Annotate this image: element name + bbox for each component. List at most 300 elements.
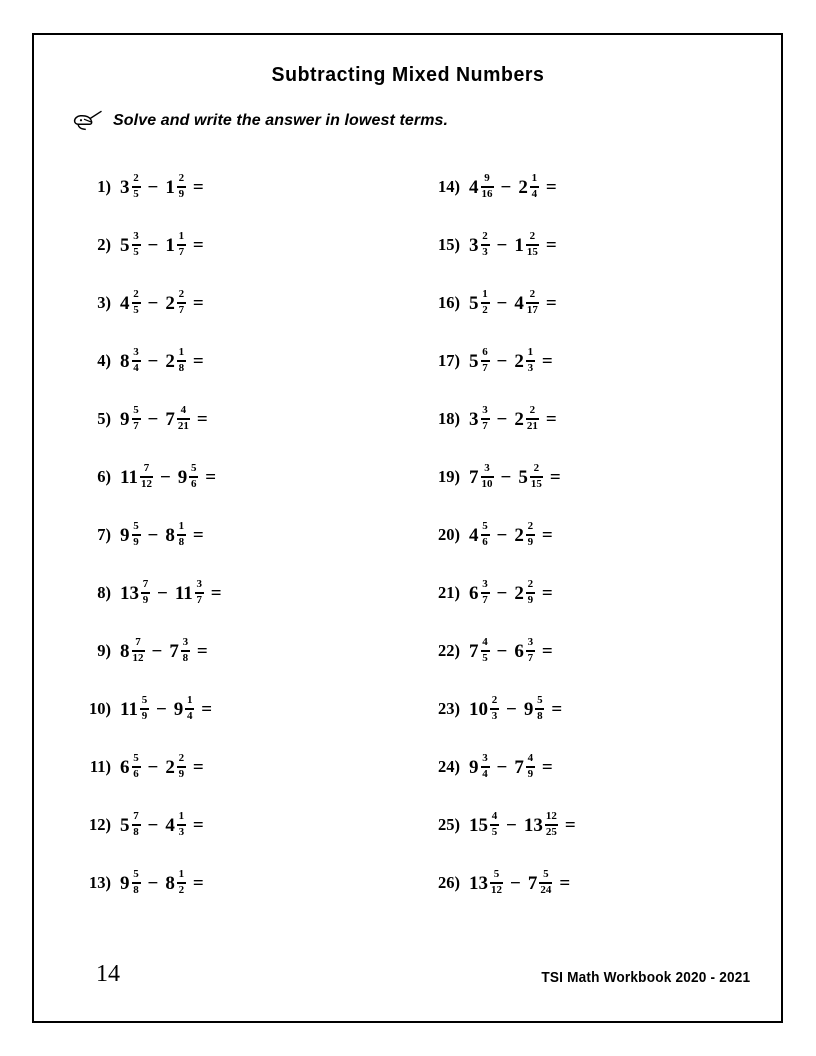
subtrahend-numerator: 2	[527, 519, 534, 532]
minuend-whole: 9	[469, 756, 479, 778]
minuend-fraction	[132, 289, 141, 316]
problem-number: 21)	[438, 583, 460, 602]
problem-number: 10)	[89, 699, 111, 718]
minuend-denominator: 12	[132, 651, 144, 664]
minuend-numerator: 4	[482, 635, 488, 648]
minus-operator: −	[496, 408, 508, 430]
minus-operator: −	[147, 814, 159, 836]
equals-sign: =	[201, 698, 213, 720]
minuend-whole: 7	[469, 466, 479, 488]
problem-expression	[469, 579, 553, 606]
subtrahend-numerator: 1	[178, 345, 185, 358]
minuend-denominator: 9	[133, 535, 139, 548]
minuend-fraction	[132, 173, 141, 200]
problem-expression	[469, 637, 553, 664]
minuend-fraction	[132, 521, 141, 548]
minuend-fraction	[140, 463, 153, 490]
minuend-numerator: 9	[484, 171, 490, 184]
subtrahend-denominator: 8	[182, 651, 189, 664]
subtrahend-whole: 4	[165, 814, 175, 836]
subtrahend-whole: 7	[165, 408, 175, 430]
minuend-denominator: 6	[133, 767, 139, 780]
minuend	[469, 811, 499, 838]
minuend	[120, 869, 141, 896]
subtrahend-denominator: 7	[178, 303, 185, 316]
subtrahend-fraction	[181, 637, 190, 664]
problem-expression	[469, 231, 557, 258]
minuend-numerator: 5	[133, 867, 139, 880]
problem-row	[73, 564, 222, 622]
minus-operator: −	[147, 756, 159, 778]
minuend-whole: 3	[120, 176, 130, 198]
minuend-denominator: 8	[133, 825, 139, 838]
equals-sign: =	[545, 408, 557, 430]
minuend-whole: 13	[469, 872, 488, 894]
equals-sign: =	[545, 234, 557, 256]
problem-expression	[120, 637, 208, 664]
subtrahend-fraction	[177, 405, 190, 432]
minuend-whole: 6	[469, 582, 479, 604]
equals-sign: =	[196, 408, 208, 430]
minus-operator: −	[506, 698, 517, 720]
minuend-numerator: 5	[133, 403, 139, 416]
minuend-numerator: 2	[491, 693, 498, 706]
minuend	[469, 869, 503, 896]
subtrahend-denominator: 9	[178, 767, 185, 780]
subtrahend-fraction	[526, 289, 539, 316]
problem-expression	[120, 405, 208, 432]
minuend-denominator: 5	[133, 187, 139, 200]
problem-number: 7)	[97, 525, 111, 544]
subtrahend	[175, 579, 204, 606]
problem-number: 14)	[438, 177, 460, 196]
subtrahend-whole: 9	[173, 698, 184, 720]
subtrahend-whole: 2	[514, 408, 524, 430]
problem-row	[422, 216, 576, 274]
minuend-fraction	[481, 637, 490, 664]
problem-number: 2)	[97, 235, 111, 254]
minuend-numerator: 7	[133, 809, 139, 822]
equals-sign: =	[541, 756, 553, 778]
equals-sign: =	[205, 466, 217, 488]
problem-number: 19)	[438, 467, 460, 486]
problem-row	[73, 738, 222, 796]
minuend-whole: 6	[120, 756, 130, 778]
subtrahend-fraction	[539, 869, 552, 896]
subtrahend	[165, 347, 186, 374]
minus-operator: −	[500, 176, 512, 198]
problem-number: 8)	[97, 583, 111, 602]
problem-row	[73, 158, 222, 216]
problem-number: 17)	[438, 351, 460, 370]
subtrahend-denominator: 9	[527, 593, 534, 606]
minuend-numerator: 3	[482, 577, 488, 590]
equals-sign: =	[559, 872, 571, 894]
subtrahend-denominator: 9	[178, 187, 185, 200]
minuend-denominator: 12	[140, 477, 152, 490]
problem-row	[73, 680, 222, 738]
minuend-whole: 15	[469, 814, 488, 836]
minus-operator: −	[506, 814, 517, 836]
minuend-numerator: 2	[482, 229, 488, 242]
subtrahend-numerator: 2	[529, 287, 536, 300]
minuend-fraction	[481, 231, 490, 258]
minuend-whole: 5	[469, 350, 479, 372]
minuend-fraction	[481, 463, 494, 490]
minuend-numerator: 7	[142, 577, 149, 590]
subtrahend	[514, 637, 535, 664]
subtrahend-fraction	[526, 521, 535, 548]
minuend	[120, 463, 153, 490]
equals-sign: =	[545, 176, 557, 198]
equals-sign: =	[549, 466, 561, 488]
minuend-numerator: 1	[482, 287, 488, 300]
subtrahend-numerator: 12	[545, 809, 557, 822]
problem-row	[73, 506, 222, 564]
subtrahend-whole: 7	[527, 872, 538, 894]
subtrahend-whole: 2	[165, 350, 175, 372]
subtrahend-denominator: 15	[526, 245, 538, 258]
minus-operator: −	[496, 640, 508, 662]
page-number: 14	[96, 961, 120, 987]
subtrahend-denominator: 15	[530, 477, 542, 490]
minuend-denominator: 16	[481, 187, 493, 200]
minuend	[120, 289, 141, 316]
minuend-fraction	[132, 637, 145, 664]
minuend-whole: 3	[469, 408, 479, 430]
minuend	[120, 753, 141, 780]
subtrahend	[165, 289, 186, 316]
problem-expression	[120, 811, 204, 838]
problem-expression	[469, 811, 576, 838]
subtrahend-denominator: 7	[178, 245, 185, 258]
minuend-denominator: 7	[482, 593, 488, 606]
subtrahend-fraction	[530, 463, 543, 490]
minuend-denominator: 8	[133, 883, 139, 896]
subtrahend-denominator: 8	[178, 361, 185, 374]
minuend	[469, 405, 490, 432]
minuend-whole: 8	[120, 640, 130, 662]
problem-row	[73, 448, 222, 506]
minuend-denominator: 9	[142, 593, 149, 606]
problem-number: 16)	[438, 293, 460, 312]
subtrahend-whole: 2	[165, 292, 175, 314]
minuend-whole: 5	[120, 814, 130, 836]
minuend	[120, 347, 141, 374]
problem-number: 15)	[438, 235, 460, 254]
minuend-fraction	[481, 289, 490, 316]
problem-number: 25)	[438, 815, 460, 834]
subtrahend-fraction	[177, 289, 186, 316]
equals-sign: =	[192, 292, 204, 314]
subtrahend-fraction	[526, 347, 535, 374]
minus-operator: −	[510, 872, 521, 894]
problem-expression	[120, 463, 216, 490]
problem-number: 22)	[438, 641, 460, 660]
subtrahend-numerator: 1	[187, 693, 193, 706]
subtrahend-fraction	[526, 579, 535, 606]
subtrahend-fraction	[530, 173, 539, 200]
subtrahend-numerator: 4	[180, 403, 187, 416]
problem-row	[422, 680, 576, 738]
minuend-whole: 5	[120, 234, 130, 256]
equals-sign: =	[541, 524, 553, 546]
subtrahend	[514, 579, 535, 606]
subtrahend-whole: 2	[514, 524, 524, 546]
subtrahend	[174, 695, 195, 722]
problem-number: 13)	[89, 873, 111, 892]
minuend-denominator: 5	[491, 825, 498, 838]
problem-row	[422, 274, 576, 332]
minuend-denominator: 4	[482, 767, 488, 780]
subtrahend-denominator: 3	[178, 825, 185, 838]
minuend-denominator: 12	[491, 883, 502, 896]
subtrahend-whole: 1	[165, 176, 175, 198]
minuend-fraction	[490, 869, 503, 896]
minuend-whole: 4	[120, 292, 130, 314]
problem-number: 1)	[97, 177, 111, 196]
minuend	[120, 521, 141, 548]
problem-row	[422, 854, 576, 912]
problem-row	[422, 506, 576, 564]
equals-sign: =	[541, 350, 553, 372]
subtrahend-denominator: 8	[537, 709, 543, 722]
equals-sign: =	[192, 176, 204, 198]
problem-expression	[469, 289, 557, 316]
minuend-numerator: 3	[133, 345, 139, 358]
subtrahend-denominator: 7	[196, 593, 203, 606]
subtrahend-fraction	[526, 637, 535, 664]
problem-number: 23)	[438, 699, 460, 718]
subtrahend-numerator: 1	[178, 229, 185, 242]
minuend-denominator: 4	[133, 361, 139, 374]
minuend-numerator: 6	[482, 345, 488, 358]
problem-number: 5)	[97, 409, 111, 428]
equals-sign: =	[192, 350, 204, 372]
problem-expression	[469, 869, 570, 896]
minus-operator: −	[496, 524, 508, 546]
subtrahend-denominator: 4	[187, 709, 193, 722]
problem-expression	[469, 347, 553, 374]
subtrahend	[524, 811, 558, 838]
minuend-fraction	[132, 231, 141, 258]
subtrahend-denominator: 21	[177, 419, 189, 432]
subtrahend-fraction	[177, 173, 186, 200]
equals-sign: =	[192, 872, 204, 894]
minus-operator: −	[147, 872, 159, 894]
problem-number: 26)	[438, 873, 460, 892]
minuend	[469, 695, 499, 722]
minuend-fraction	[490, 695, 499, 722]
subtrahend-fraction	[189, 463, 198, 490]
subtrahend-numerator: 2	[178, 171, 185, 184]
minuend-whole: 9	[120, 524, 130, 546]
minuend-denominator: 7	[133, 419, 139, 432]
problem-row	[422, 390, 576, 448]
subtrahend-numerator: 5	[191, 461, 197, 474]
minus-operator: −	[147, 292, 159, 314]
minuend-fraction	[481, 579, 490, 606]
subtrahend-numerator: 1	[178, 867, 185, 880]
minuend-fraction	[132, 869, 141, 896]
minuend-fraction	[481, 405, 490, 432]
problem-number: 11)	[89, 757, 111, 776]
minuend-numerator: 5	[482, 519, 488, 532]
subtrahend	[518, 463, 543, 490]
minuend-denominator: 3	[482, 245, 488, 258]
minuend-fraction	[481, 347, 490, 374]
minuend	[120, 695, 149, 722]
problem-row	[422, 796, 576, 854]
minuend-numerator: 5	[133, 519, 139, 532]
minuend	[120, 173, 141, 200]
minuend	[469, 521, 490, 548]
minuend-fraction	[490, 811, 499, 838]
subtrahend-denominator: 25	[545, 825, 557, 838]
subtrahend-numerator: 5	[543, 867, 549, 880]
minuend-numerator: 7	[143, 461, 150, 474]
equals-sign: =	[210, 582, 222, 604]
problem-expression	[120, 869, 204, 896]
minuend	[469, 637, 490, 664]
problem-row	[73, 274, 222, 332]
problem-expression	[120, 347, 204, 374]
minuend	[120, 405, 141, 432]
minuend-fraction	[481, 521, 490, 548]
minuend-fraction	[132, 811, 141, 838]
minuend-denominator: 5	[133, 303, 139, 316]
minuend-fraction	[132, 405, 141, 432]
minuend-denominator: 2	[482, 303, 488, 316]
equals-sign: =	[541, 582, 553, 604]
equals-sign: =	[192, 234, 204, 256]
subtrahend-whole: 11	[174, 582, 193, 604]
minus-operator: −	[147, 408, 159, 430]
problem-row	[73, 622, 222, 680]
minus-operator: −	[496, 582, 508, 604]
subtrahend-denominator: 9	[527, 535, 534, 548]
minuend-denominator: 5	[482, 651, 488, 664]
subtrahend-numerator: 1	[178, 809, 185, 822]
subtrahend	[165, 231, 186, 258]
problem-row	[422, 332, 576, 390]
subtrahend-numerator: 1	[178, 519, 185, 532]
subtrahend-fraction	[177, 869, 186, 896]
minus-operator: −	[157, 582, 168, 604]
subtrahend-denominator: 9	[527, 767, 534, 780]
problem-expression	[469, 695, 562, 722]
subtrahend-denominator: 7	[527, 651, 534, 664]
minuend-denominator: 10	[481, 477, 493, 490]
subtrahend-numerator: 4	[527, 751, 534, 764]
subtrahend-fraction	[526, 753, 535, 780]
equals-sign: =	[551, 698, 563, 720]
minuend-denominator: 9	[141, 709, 148, 722]
problem-column-left	[73, 158, 222, 912]
subtrahend-numerator: 1	[531, 171, 538, 184]
subtrahend-fraction	[177, 753, 186, 780]
minuend-whole: 11	[120, 466, 138, 488]
minus-operator: −	[500, 466, 512, 488]
subtrahend-fraction	[195, 579, 204, 606]
subtrahend-whole: 5	[518, 466, 528, 488]
minuend-numerator: 3	[482, 403, 488, 416]
subtrahend-fraction	[177, 521, 186, 548]
subtrahend-fraction	[535, 695, 544, 722]
minus-operator: −	[147, 524, 159, 546]
subtrahend	[514, 289, 539, 316]
minuend	[469, 289, 490, 316]
subtrahend-whole: 9	[523, 698, 534, 720]
minuend-fraction	[140, 695, 149, 722]
minuend-whole: 10	[469, 698, 488, 720]
subtrahend	[514, 347, 535, 374]
subtrahend	[165, 811, 186, 838]
minuend-denominator: 5	[133, 245, 139, 258]
problem-row	[422, 738, 576, 796]
subtrahend-denominator: 21	[526, 419, 538, 432]
subtrahend-whole: 8	[165, 524, 175, 546]
minuend-fraction	[141, 579, 150, 606]
minus-operator: −	[496, 756, 508, 778]
subtrahend-numerator: 1	[527, 345, 534, 358]
subtrahend-fraction	[177, 347, 186, 374]
subtrahend-numerator: 2	[529, 229, 536, 242]
minuend-numerator: 3	[133, 229, 139, 242]
subtrahend-whole: 2	[514, 582, 524, 604]
minuend-fraction	[481, 173, 494, 200]
subtrahend-numerator: 5	[537, 693, 543, 706]
equals-sign: =	[196, 640, 208, 662]
minuend-numerator: 2	[133, 287, 139, 300]
problem-row	[73, 390, 222, 448]
minuend	[469, 463, 494, 490]
equals-sign: =	[192, 814, 204, 836]
subtrahend-whole: 9	[177, 466, 188, 488]
subtrahend-whole: 7	[514, 756, 524, 778]
problem-row	[73, 796, 222, 854]
minuend	[120, 231, 141, 258]
problem-number: 12)	[89, 815, 111, 834]
minuend	[469, 231, 490, 258]
problem-column-right	[422, 158, 576, 912]
problem-expression	[120, 579, 222, 606]
subtrahend-numerator: 2	[533, 461, 540, 474]
subtrahend	[169, 637, 190, 664]
minuend-denominator: 3	[491, 709, 498, 722]
problem-row	[422, 564, 576, 622]
minuend-numerator: 4	[491, 809, 498, 822]
subtrahend-whole: 4	[514, 292, 524, 314]
subtrahend	[165, 753, 186, 780]
subtrahend-whole: 2	[514, 350, 524, 372]
subtrahend-denominator: 2	[178, 883, 185, 896]
minus-operator: −	[155, 698, 167, 720]
subtrahend-whole: 8	[165, 872, 175, 894]
minus-operator: −	[151, 640, 163, 662]
subtrahend	[514, 405, 539, 432]
subtrahend-numerator: 3	[196, 577, 203, 590]
subtrahend-whole: 6	[514, 640, 524, 662]
subtrahend-numerator: 2	[529, 403, 536, 416]
minus-operator: −	[159, 466, 171, 488]
minuend-whole: 4	[469, 524, 479, 546]
subtrahend-whole: 1	[165, 234, 175, 256]
problem-expression	[120, 231, 204, 258]
minuend-whole: 11	[120, 698, 138, 720]
subtrahend	[514, 231, 539, 258]
minuend-denominator: 7	[482, 419, 488, 432]
